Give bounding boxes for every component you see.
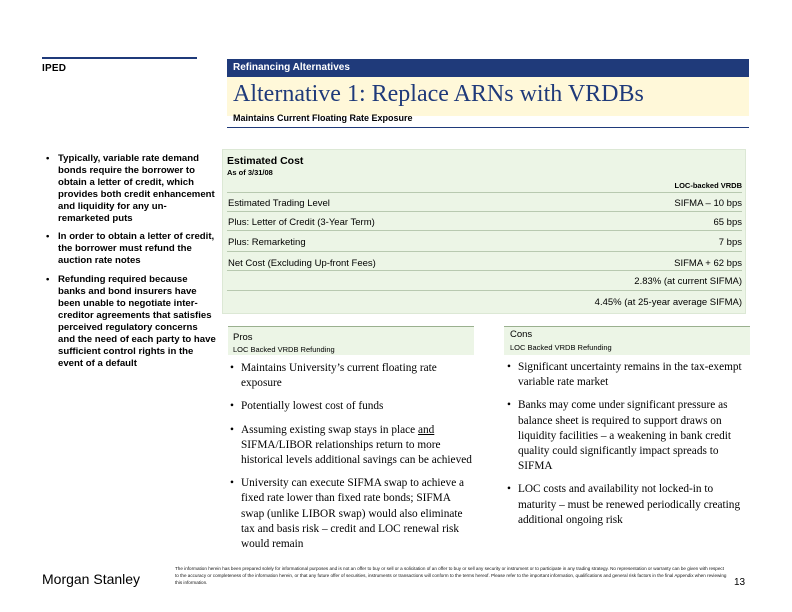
cons-list <box>506 360 746 536</box>
row-divider <box>227 211 742 212</box>
cons-title: Cons <box>510 329 533 340</box>
cost-row-label: Estimated Trading Level <box>228 198 330 209</box>
summary-bullet: • Refunding required because banks and bond insurers have been unable to negotiate inter-creditor agreements that satisfies perceived regulatory concerns and the need of each party to have sufficient control rights in the event of a default <box>44 274 216 369</box>
cost-note: 2.83% (at current SIFMA) <box>634 276 742 287</box>
cons-item: • LOC costs and availability not locked-in to maturity – must be renewed periodically creating additional ongoing risk <box>506 482 746 528</box>
pros-item <box>229 423 473 469</box>
cons-item: • Significant uncertainty remains in the tax-exempt variable rate market <box>506 360 746 390</box>
pros-item-text: SIFMA/LIBOR relationships return to more historical levels additional savings can be achieved <box>241 438 472 467</box>
summary-bullet: • Typically, variable rate demand bonds require the borrower to obtain a letter of credit, which provides both credit enhancement and liquidity for any un-remarketed puts <box>44 153 216 224</box>
pros-subtitle: LOC Backed VRDB Refunding <box>233 345 335 354</box>
page-subtitle: Maintains Current Floating Rate Exposure <box>233 113 413 123</box>
cost-as-of: As of 3/31/08 <box>227 168 273 177</box>
pros-item: • University can execute SIFMA swap to achieve a fixed rate lower than fixed rate bonds; SIFMA swap (unlike LIBOR swap) would also eliminate tax and basis risk – credit and LOC renewal risk would remain <box>229 476 473 552</box>
cost-row-label: Plus: Remarketing <box>228 237 306 248</box>
summary-bullets <box>44 153 216 376</box>
page-number: 13 <box>734 577 746 588</box>
cost-row-value: 65 bps <box>713 217 742 228</box>
pros-item: • Potentially lowest cost of funds <box>229 399 473 414</box>
row-divider <box>227 270 742 271</box>
row-divider <box>227 290 742 291</box>
row-divider <box>227 230 742 231</box>
cost-row-value: 7 bps <box>718 237 742 248</box>
header-rule <box>42 57 197 59</box>
section-bar: Refinancing Alternatives <box>227 59 749 77</box>
cost-note: 4.45% (at 25-year average SIFMA) <box>594 297 742 308</box>
pros-title: Pros <box>233 332 253 343</box>
subtitle-rule <box>227 127 749 128</box>
cost-title: Estimated Cost <box>227 155 304 167</box>
cons-subtitle: LOC Backed VRDB Refunding <box>510 343 612 352</box>
cost-row-value: SIFMA – 10 bps <box>674 198 742 209</box>
cost-row-label: Net Cost (Excluding Up-front Fees) <box>228 258 376 269</box>
pros-item-text: Assuming existing swap stays in place <box>241 423 418 436</box>
cons-item: • Banks may come under significant pressure as balance sheet is required to support draws on liquidity facilities – a weakening in bank credit quality could significantly impact spreads to SIFMA <box>506 398 746 474</box>
page-title: Alternative 1: Replace ARNs with VRDBs <box>233 81 644 107</box>
morgan-stanley-logo: Morgan Stanley <box>42 571 141 587</box>
underlined-word: and <box>417 423 435 436</box>
cost-column-header: LOC-backed VRDB <box>674 181 742 190</box>
summary-bullet: • In order to obtain a letter of credit, the borrower must refund the auction rate notes <box>44 231 216 267</box>
row-divider <box>227 192 742 193</box>
pros-item: • Maintains University’s current floating rate exposure <box>229 361 473 391</box>
department-label: IPED <box>42 63 67 74</box>
cost-row-label: Plus: Letter of Credit (3-Year Term) <box>228 217 375 228</box>
pros-list <box>229 361 473 560</box>
disclaimer: The information herein has been prepared solely for informational purposes and is not an offer to buy or sell or a solicitation of an offer to buy or sell any security or instrument or to participate in any trading strategy. No representation or warranty can be given with respect to the accuracy or completeness of the information herein, or that any future offer of securities, instruments or transactions will conform to the terms hereof. Please refer to the important information, qualifications and general risk factors in the final Appendix when reviewing this information. <box>175 566 727 586</box>
row-divider <box>227 251 742 252</box>
cost-row-value: SIFMA + 62 bps <box>674 258 742 269</box>
